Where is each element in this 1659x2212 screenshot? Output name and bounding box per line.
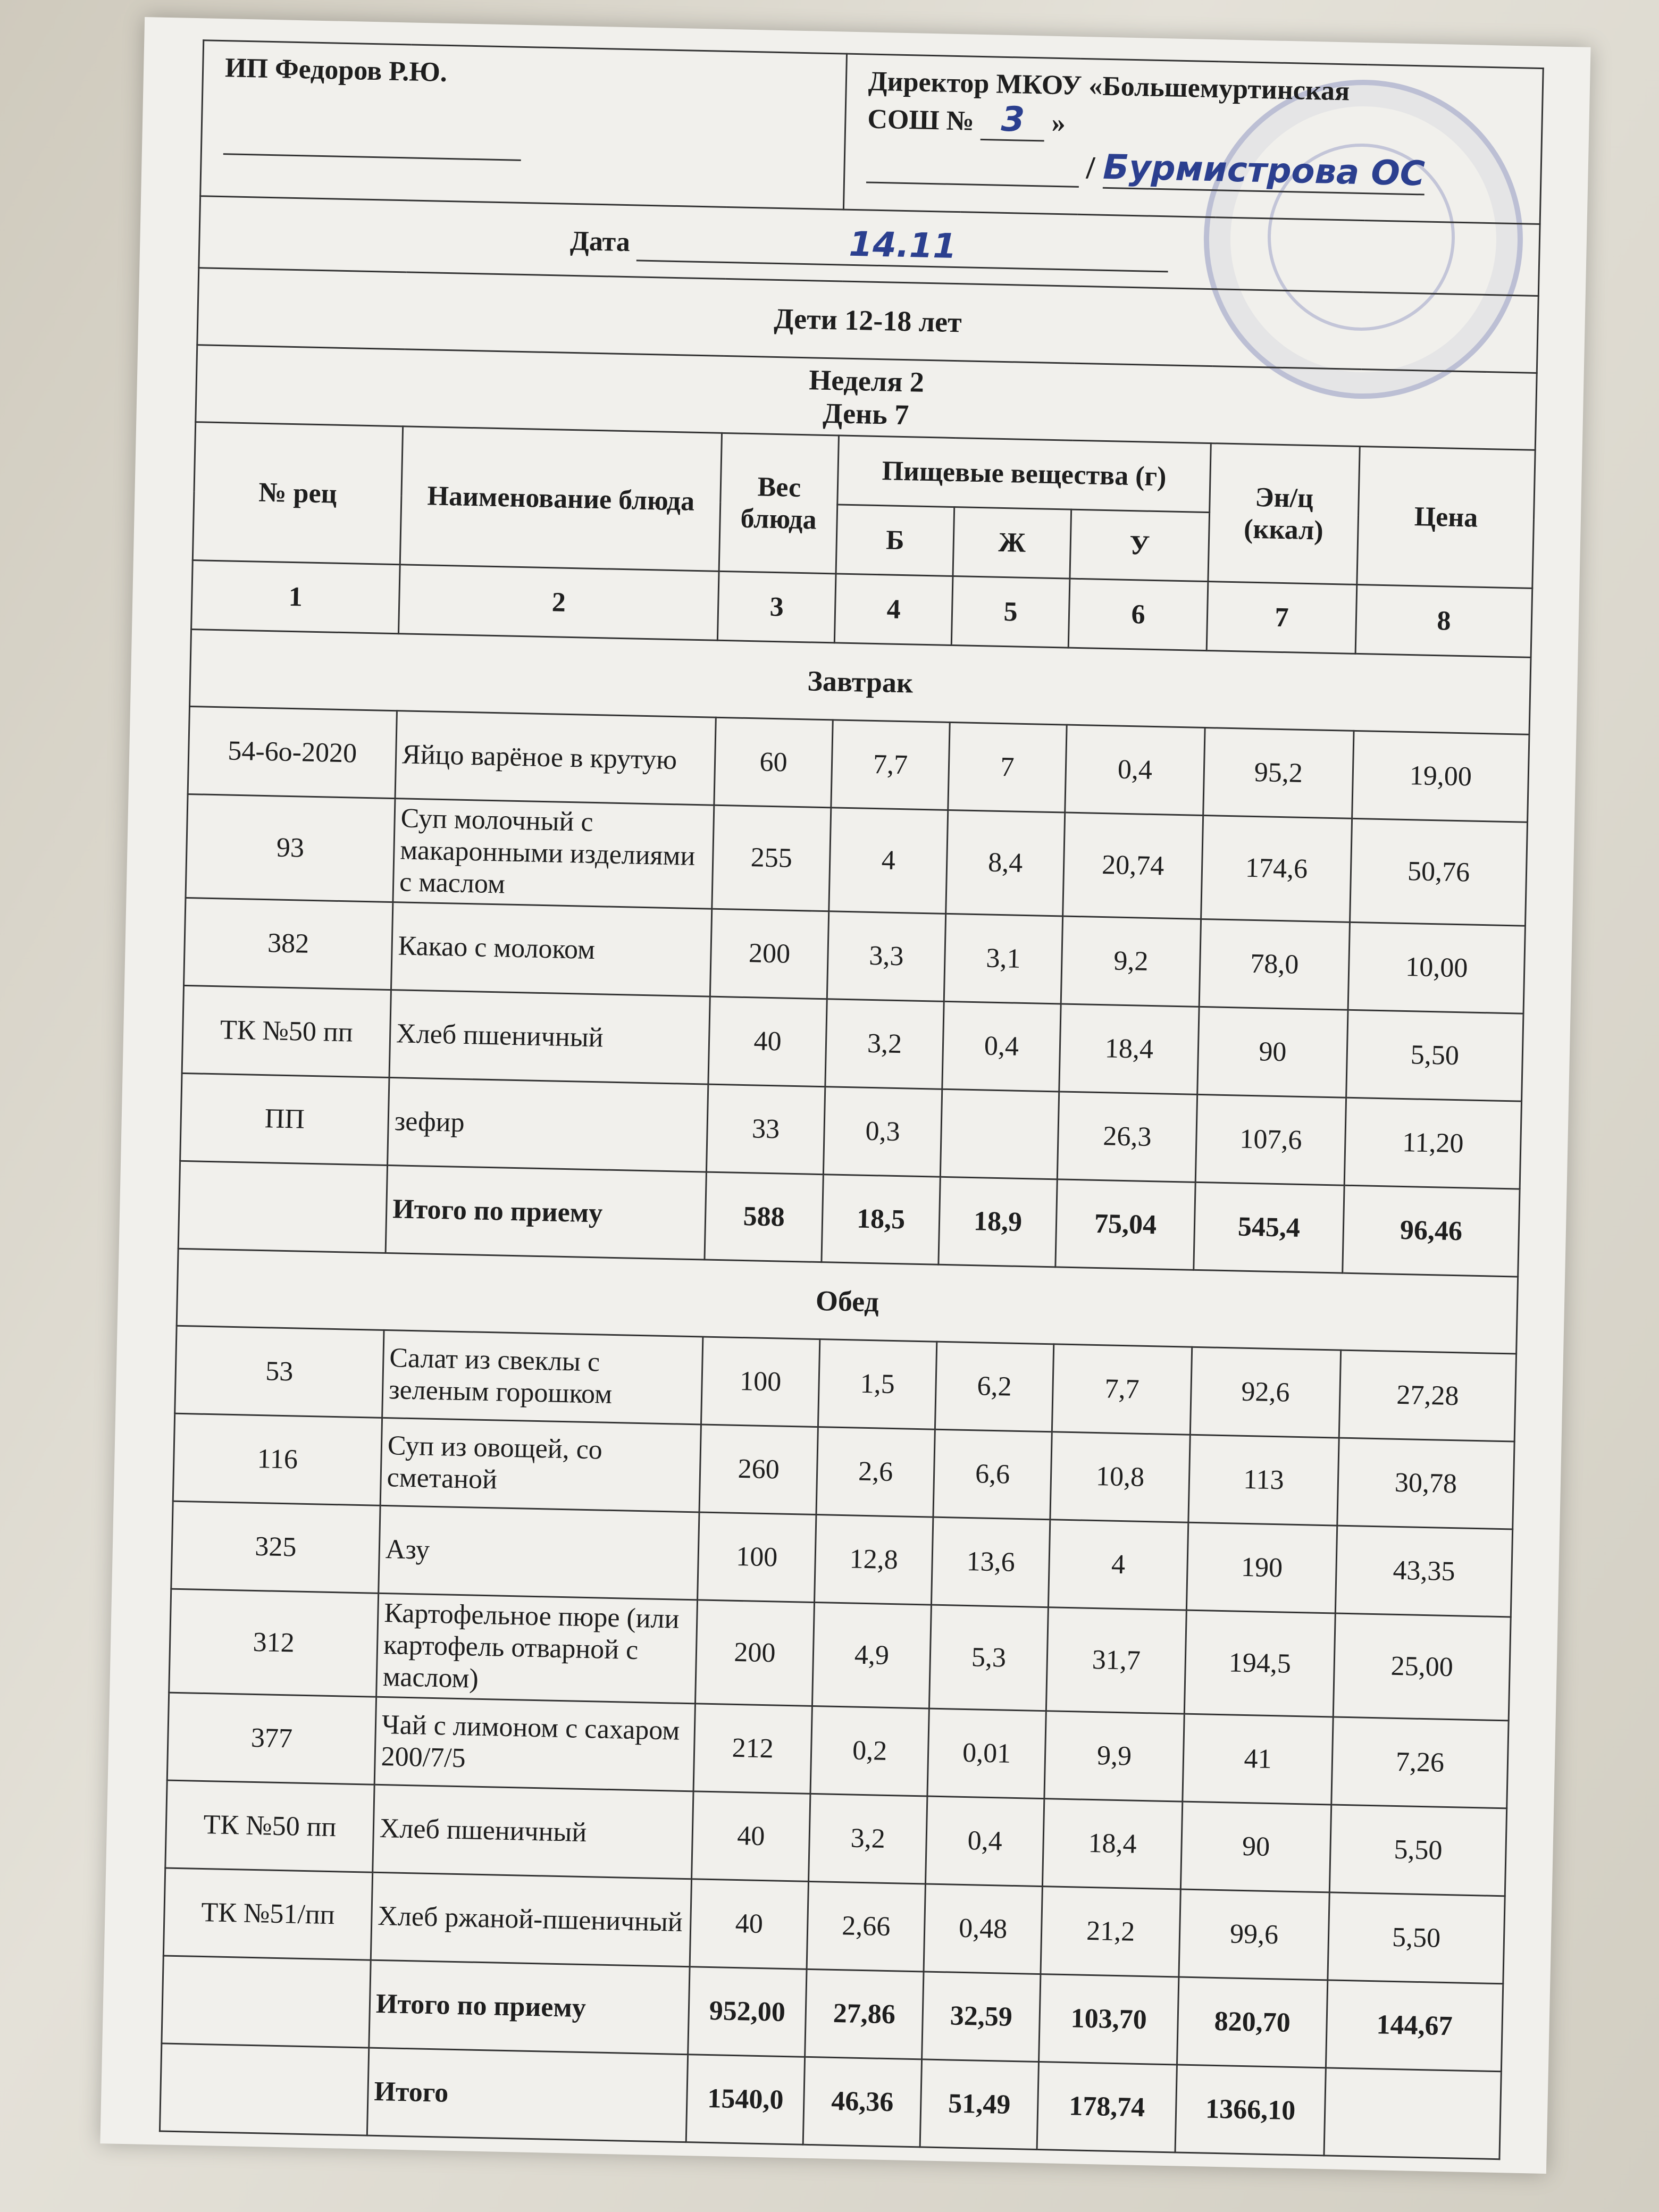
day-label: День 7: [822, 397, 909, 431]
cell-kcal: 90: [1180, 1802, 1331, 1892]
cell-carbs: 31,7: [1046, 1607, 1186, 1714]
date-value: 14.11: [636, 221, 1169, 273]
cell-price: 27,28: [1339, 1350, 1516, 1442]
cell-carbs: 9,2: [1061, 916, 1201, 1007]
grand-total-price: [1324, 2068, 1501, 2159]
cell-weight: 100: [698, 1512, 816, 1603]
cell-price: 7,26: [1331, 1717, 1509, 1808]
supplier-signature-line: [223, 116, 522, 161]
lunch-title: Обед: [177, 1249, 1518, 1354]
cell-rec: 377: [167, 1692, 376, 1784]
cell-rec: ТК №50 пп: [165, 1780, 374, 1872]
total-protein: 27,86: [805, 1969, 924, 2059]
cell-name: Хлеб пшеничный: [389, 990, 710, 1085]
cell-fat: 0,4: [925, 1796, 1044, 1887]
grand-total-fat: 51,49: [920, 2059, 1038, 2150]
total-price: 96,46: [1343, 1185, 1520, 1277]
col-dish-name: Наименование блюда: [400, 426, 722, 572]
grand-total-kcal: 1366,10: [1175, 2065, 1326, 2156]
cell-rec: 312: [169, 1589, 379, 1697]
cell-price: 5,50: [1329, 1805, 1506, 1896]
menu-document: [100, 17, 1590, 2174]
grand-total-carbs: 178,74: [1037, 2062, 1177, 2152]
cell-price: 5,50: [1328, 1892, 1505, 1984]
director-name-handwritten: Бурмистрова ОС: [1102, 148, 1425, 196]
cell-kcal: 90: [1197, 1007, 1348, 1097]
cell-protein: 1,5: [818, 1339, 936, 1430]
total-weight: 588: [705, 1172, 823, 1262]
cell-fat: 0,4: [942, 1001, 1061, 1092]
supplier-block: [200, 40, 847, 210]
col-number: 1: [191, 560, 400, 634]
cell-carbs: 4: [1048, 1520, 1188, 1610]
cell-weight: 260: [699, 1425, 818, 1515]
total-kcal: 820,70: [1177, 1977, 1327, 2068]
cell-carbs: 20,74: [1063, 812, 1203, 919]
cell-protein: 2,6: [816, 1427, 935, 1518]
cell-name: Яйцо варёное в крутую: [395, 711, 716, 806]
total-carbs: 103,70: [1039, 1974, 1179, 2065]
cell-rec: ПП: [180, 1073, 389, 1165]
cell-weight: 40: [692, 1791, 810, 1882]
cell-kcal: 92,6: [1190, 1347, 1340, 1438]
cell-protein: 0,2: [810, 1706, 929, 1796]
age-group: Дети 12-18 лет: [197, 268, 1539, 373]
cell-name: Картофельное пюре (или картофель отварной с маслом): [376, 1593, 698, 1704]
grand-total-label: Итого: [367, 2048, 688, 2142]
cell-kcal: 99,6: [1179, 1889, 1329, 1980]
total-fat: 18,9: [939, 1177, 1057, 1267]
cell-price: 19,00: [1352, 731, 1529, 822]
cell-kcal: 113: [1188, 1435, 1339, 1526]
cell-fat: 0,01: [927, 1708, 1046, 1799]
total-fat: 32,59: [922, 1972, 1041, 2062]
menu-table: [159, 39, 1544, 2160]
cell-price: 25,00: [1333, 1613, 1511, 1721]
director-title: Директор МКОУ «Большемуртинская: [868, 66, 1350, 107]
total-label: Итого по приему: [386, 1165, 706, 1260]
cell-kcal: 95,2: [1203, 728, 1354, 819]
col-number: 5: [951, 576, 1070, 648]
cell-fat: 3,1: [944, 914, 1062, 1004]
cell-protein: 3,2: [809, 1794, 927, 1884]
cell-price: 30,78: [1337, 1438, 1514, 1529]
cell-protein: 0,3: [823, 1087, 942, 1177]
cell-price: 11,20: [1344, 1097, 1521, 1189]
col-energy: Эн/ц (ккал): [1208, 443, 1360, 585]
cell-price: 43,35: [1335, 1526, 1512, 1617]
director-block: Директор МКОУ «Большемуртинская СОШ № 3 » / Бурмистрова ОС: [843, 54, 1543, 224]
col-number: 3: [717, 571, 836, 643]
cell-name: Салат из свеклы с зеленым горошком: [382, 1330, 703, 1425]
cell-rec: 325: [171, 1501, 380, 1593]
director-signature-line: [866, 144, 1079, 187]
cell-fat: 6,2: [935, 1342, 1053, 1432]
cell-carbs: 7,7: [1052, 1344, 1192, 1435]
week-label: Неделя 2: [808, 364, 925, 398]
cell-price: 50,76: [1350, 818, 1528, 926]
school-number: 3: [981, 100, 1045, 142]
cell-protein: 4,9: [812, 1602, 931, 1708]
total-kcal: 545,4: [1194, 1182, 1344, 1273]
cell-weight: 40: [690, 1879, 808, 1970]
grand-total-weight: 1540,0: [686, 2055, 805, 2145]
cell-carbs: 18,4: [1042, 1799, 1182, 1889]
col-number: 8: [1355, 584, 1532, 657]
cell-weight: 100: [701, 1337, 819, 1427]
col-carbs: У: [1070, 509, 1210, 581]
total-weight: 952,00: [688, 1967, 807, 2057]
col-number: 2: [398, 565, 719, 641]
cell-kcal: 190: [1186, 1522, 1337, 1613]
cell-name: Чай с лимоном с сахаром 200/7/5: [374, 1697, 695, 1791]
cell-kcal: 78,0: [1199, 919, 1350, 1010]
cell-carbs: 0,4: [1065, 725, 1205, 815]
cell-protein: 2,66: [807, 1881, 925, 1972]
cell-rec: 93: [186, 794, 395, 902]
cell-rec: 54-6о-2020: [188, 707, 397, 799]
cell-name: Какао с молоком: [391, 902, 711, 997]
cell-protein: 3,3: [827, 911, 945, 1002]
cell-name: зефир: [388, 1078, 708, 1172]
cell-protein: 4: [829, 808, 948, 914]
col-rec-no: № рец: [192, 422, 403, 565]
cell-fat: 5,3: [929, 1605, 1048, 1711]
cell-price: 5,50: [1346, 1010, 1523, 1101]
cell-weight: 60: [714, 717, 833, 808]
cell-fat: 0,48: [924, 1884, 1042, 1974]
cell-kcal: 174,6: [1201, 815, 1352, 922]
col-weight: Вес блюда: [719, 433, 839, 574]
cell-weight: 212: [693, 1704, 812, 1794]
total-protein: 18,5: [822, 1175, 940, 1265]
cell-rec: 53: [175, 1326, 384, 1418]
cell-rec: 116: [173, 1413, 382, 1505]
school-line: СОШ № 3 »: [867, 97, 1520, 152]
cell-fat: 13,6: [931, 1517, 1050, 1607]
col-nutrients: Пищевые вещества (г): [837, 435, 1211, 513]
cell-carbs: 18,4: [1059, 1004, 1199, 1094]
approval-header: [200, 40, 1544, 224]
cell-protein: 3,2: [825, 999, 944, 1090]
cell-rec: 382: [184, 898, 393, 990]
total-label: Итого по приему: [369, 1960, 690, 2055]
breakfast-title: Завтрак: [190, 630, 1531, 735]
cell-name: Суп из овощей, со сметаной: [380, 1418, 701, 1512]
col-number: 6: [1068, 579, 1208, 650]
cell-fat: 6,6: [933, 1429, 1052, 1520]
cell-weight: 40: [708, 996, 827, 1087]
cell-kcal: 41: [1183, 1714, 1333, 1805]
cell-carbs: 10,8: [1050, 1432, 1190, 1522]
cell-name: Хлеб пшеничный: [373, 1784, 693, 1879]
cell-rec: ТК №50 пп: [182, 985, 391, 1077]
cell-fat: 8,4: [946, 810, 1065, 916]
cell-carbs: 9,9: [1044, 1711, 1184, 1802]
col-protein: Б: [836, 505, 954, 576]
cell-weight: 33: [706, 1084, 825, 1175]
col-price: Цена: [1357, 446, 1535, 588]
cell-name: Суп молочный с макаронными изделиями с маслом: [393, 799, 714, 909]
cell-name: Хлеб ржаной-пшеничный: [371, 1872, 691, 1967]
supplier-name: ИП Федоров Р.Ю.: [224, 53, 448, 88]
total-carbs: 75,04: [1055, 1179, 1195, 1270]
cell-name: Азу: [379, 1505, 699, 1600]
date-label: Дата: [569, 225, 631, 257]
cell-carbs: 26,3: [1057, 1092, 1197, 1182]
cell-protein: 12,8: [815, 1515, 933, 1605]
total-price: 144,67: [1326, 1980, 1503, 2072]
cell-weight: 255: [712, 805, 831, 911]
cell-weight: 200: [710, 909, 828, 999]
cell-kcal: 107,6: [1195, 1094, 1346, 1185]
grand-total-protein: 46,36: [803, 2057, 921, 2147]
cell-carbs: 21,2: [1041, 1887, 1180, 1977]
col-fat: Ж: [953, 507, 1071, 579]
col-number: 4: [834, 574, 953, 646]
cell-protein: 7,7: [831, 720, 950, 810]
cell-fat: 7: [948, 722, 1067, 812]
cell-price: 10,00: [1348, 922, 1525, 1013]
cell-rec: ТК №51/пп: [163, 1868, 372, 1960]
cell-weight: 200: [695, 1600, 814, 1706]
cell-fat: [940, 1089, 1059, 1179]
col-number: 7: [1206, 582, 1357, 654]
cell-kcal: 194,5: [1184, 1610, 1335, 1717]
